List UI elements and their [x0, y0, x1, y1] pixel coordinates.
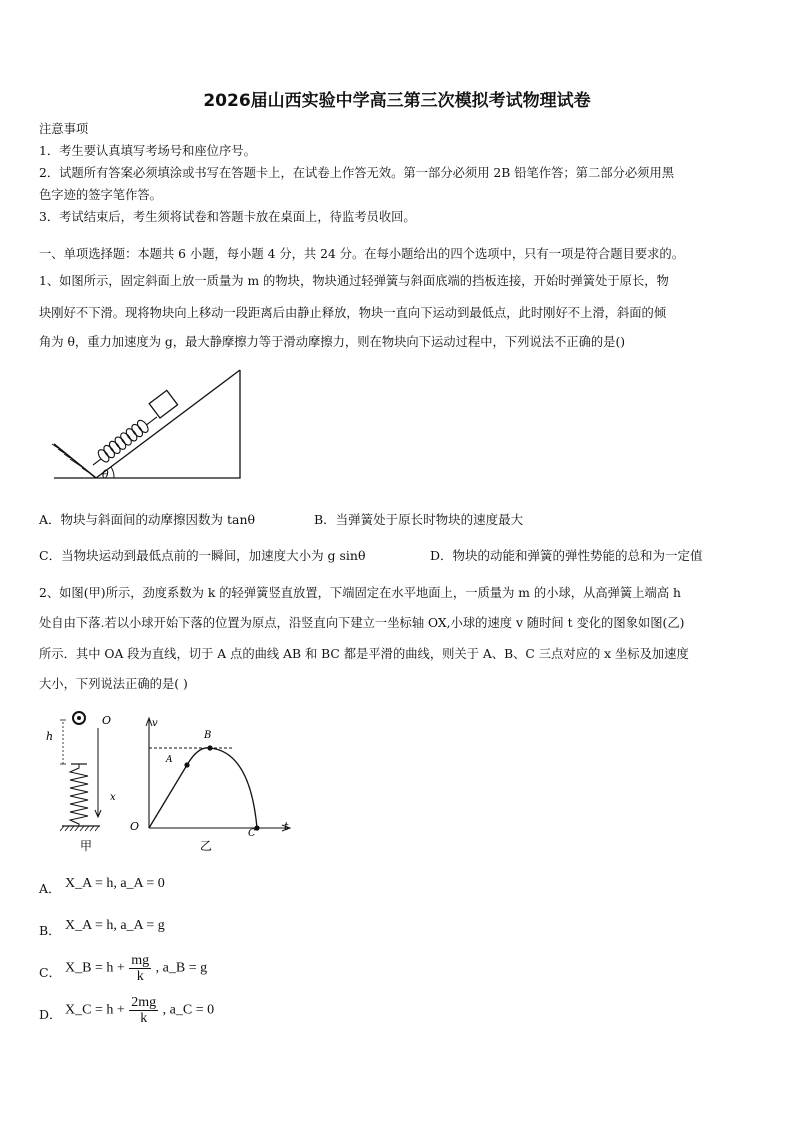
notice-item-2-cont: 色字迹的签字笔作答。	[39, 188, 162, 202]
q2-option-d-fraction	[129, 995, 158, 1026]
q2-option-d-num: 2mg	[131, 995, 157, 1010]
q2-option-d-den: k	[140, 1011, 148, 1026]
q2-option-c-label: C．	[39, 965, 62, 980]
q2-option-d-pre: X_C = h +	[65, 1002, 125, 1018]
q2-line-1: 2、如图(甲)所示，劲度系数为 k 的轻弹簧竖直放置，下端固定在水平地面上，一质量为 m 的小球，从高弹簧上端高 h	[39, 586, 681, 600]
q1-angle-label: θ	[102, 468, 109, 481]
yi-t-label: t	[284, 820, 289, 833]
q2-option-c-formula	[65, 953, 207, 984]
q1-option-c: C．当物块运动到最低点前的一瞬间，加速度大小为 g sinθ	[39, 548, 366, 563]
q2-option-d-label: D．	[39, 1007, 62, 1022]
yi-origin-label: O	[130, 820, 140, 833]
yi-a-label: A	[166, 755, 173, 765]
q2-line-3: 所示．其中 OA 段为直线，切于 A 点的曲线 AB 和 BC 都是平滑的曲线，则关于 A、B、C 三点对应的 x 坐标及加速度	[39, 647, 689, 661]
jia-x-label: x	[110, 792, 116, 803]
yi-v-label: v	[152, 718, 158, 729]
jia-caption: 甲	[80, 839, 93, 853]
q2-line-2: 处自由下落.若以小球开始下落的位置为原点，沿竖直向下建立一坐标轴 OX,小球的速度 v 随时间 t 变化的图象如图(乙)	[39, 616, 685, 630]
q2-option-c-fraction	[129, 953, 151, 984]
q2-option-c-pre: X_B = h +	[65, 960, 125, 976]
q2-option-a-label: A．	[39, 881, 61, 896]
q2-option-b-formula: X_A = h, a_A = g	[65, 918, 165, 933]
q2-option-c-post: , a_B = g	[155, 960, 208, 976]
notice-item-2: 2．试题所有答案必须填涂或书写在答题卡上，在试卷上作答无效。第一部分必须用 2B 铅笔作答；第二部分必须用黑	[39, 166, 675, 180]
q1-line-3: 角为 θ，重力加速度为 g，最大静摩擦力等于滑动摩擦力，则在物块向下运动过程中，下列说法不正确的是()	[39, 335, 626, 349]
q1-option-b: B．当弹簧处于原长时物块的速度最大	[314, 512, 524, 527]
q1-incline-figure	[44, 366, 254, 484]
yi-c-label: C	[248, 828, 256, 839]
q2-figure-jia	[40, 708, 130, 856]
q1-line-2: 块刚好不下滑。现将物块向上移动一段距离后由静止释放，物块一直向下运动到最低点，此时刚好不上滑，斜面的倾	[39, 306, 667, 320]
notice-heading: 注意事项	[39, 122, 89, 136]
q2-line-4: 大小，下列说法正确的是( )	[39, 677, 188, 691]
q2-option-a-formula: X_A = h, a_A = 0	[65, 876, 165, 891]
q1-option-a: A．物块与斜面间的动摩擦因数为 tanθ	[39, 512, 256, 527]
jia-origin-label: O	[102, 714, 112, 727]
q1-line-1: 1、如图所示，固定斜面上放一质量为 m 的物块，物块通过轻弹簧与斜面底端的挡板连接，开始时弹簧处于原长，物	[39, 274, 669, 288]
yi-b-label: B	[204, 730, 212, 741]
notice-item-1: 1．考生要认真填写考场号和座位序号。	[39, 144, 256, 158]
q2-option-c-num: mg	[131, 953, 150, 968]
q1-option-d: D．物块的动能和弹簧的弹性势能的总和为一定值	[430, 548, 703, 563]
section1-heading: 一、单项选择题：本题共 6 小题，每小题 4 分，共 24 分。在每小题给出的四个选项中，只有一项是符合题目要求的。	[39, 247, 684, 261]
q2-option-d-formula	[65, 995, 214, 1026]
jia-h-label: h	[46, 730, 54, 743]
q2-option-d-post: , a_C = 0	[162, 1002, 215, 1018]
exam-title: 2026届山西实验中学高三第三次模拟考试物理试卷	[203, 91, 591, 111]
q2-option-b-label: B．	[39, 923, 61, 938]
q2-figure-yi	[120, 712, 300, 856]
yi-caption: 乙	[200, 839, 213, 853]
q2-option-c-den: k	[136, 969, 144, 984]
notice-item-3: 3．考试结束后，考生须将试卷和答题卡放在桌面上，待监考员收回。	[39, 210, 416, 224]
